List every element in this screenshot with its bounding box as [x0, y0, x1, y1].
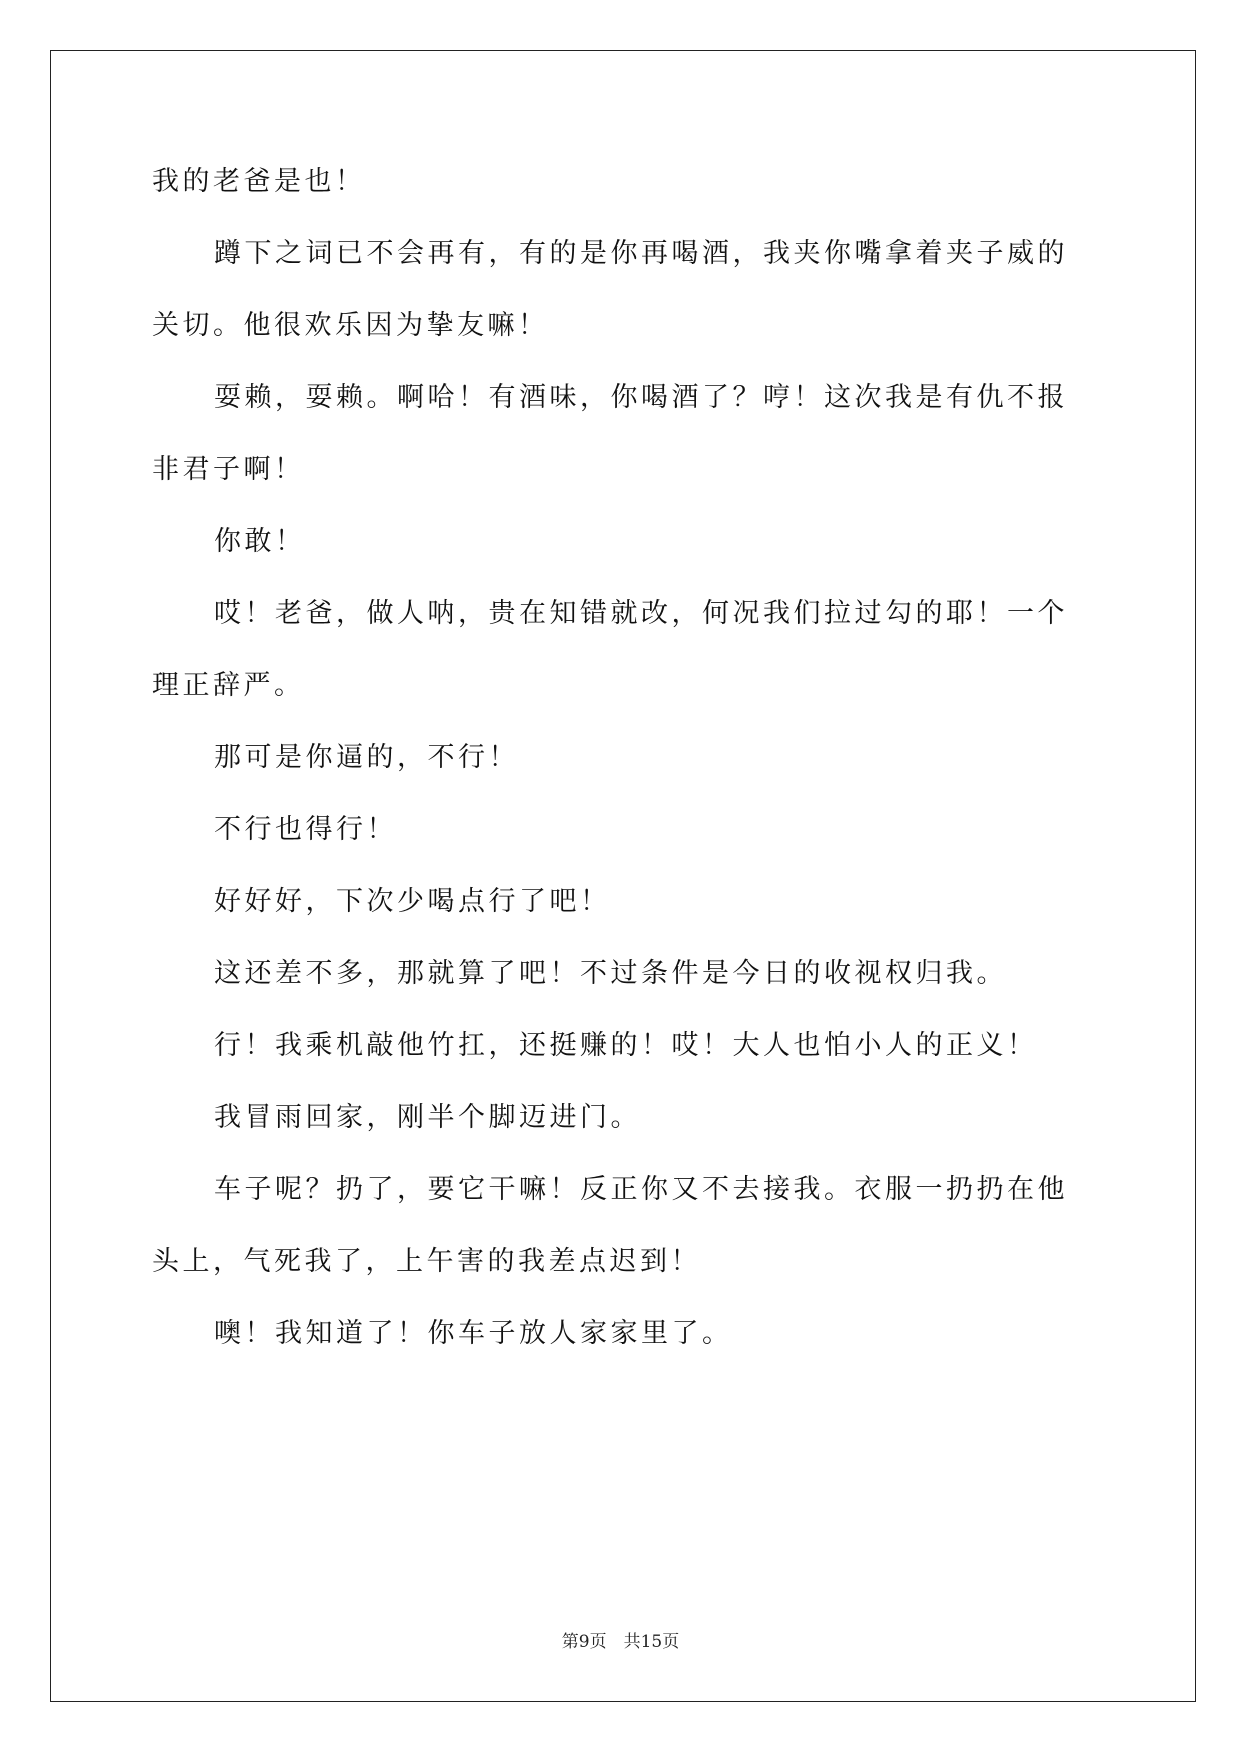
paragraph-line: 不行也得行！: [214, 814, 397, 845]
paragraph-line: 车子呢？扔了，要它干嘛！反正你又不去接我。衣服一扔扔在他: [214, 1174, 1068, 1205]
text-line: 我的老爸是也！: [152, 166, 366, 197]
paragraph-line: 耍赖，耍赖。啊哈！有酒味，你喝酒了？哼！这次我是有仇不报: [214, 382, 1068, 413]
text-line: 关切。他很欢乐因为挚友嘛！: [152, 310, 549, 341]
text-line: 非君子啊！: [152, 454, 305, 485]
paragraph-line: 那可是你逼的，不行！: [214, 742, 519, 773]
paragraph-line: 我冒雨回家，刚半个脚迈进门。: [214, 1102, 641, 1133]
paragraph-line: 这还差不多，那就算了吧！不过条件是今日的收视权归我。: [214, 958, 1007, 989]
page-number-footer: 第9页 共15页: [561, 1632, 680, 1652]
paragraph-line: 蹲下之词已不会再有，有的是你再喝酒，我夹你嘴拿着夹子威的: [214, 238, 1068, 269]
paragraph-line: 行！我乘机敲他竹扛，还挺赚的！哎！大人也怕小人的正义！: [214, 1030, 1038, 1061]
text-line: 理正辞严。: [152, 670, 305, 701]
paragraph-line: 噢！我知道了！你车子放人家家里了。: [214, 1318, 733, 1349]
paragraph-line: 哎！老爸，做人呐，贵在知错就改，何况我们拉过勾的耶！一个: [214, 598, 1068, 629]
text-line: 头上，气死我了，上午害的我差点迟到！: [152, 1246, 701, 1277]
paragraph-line: 你敢！: [214, 526, 306, 557]
page-border: [50, 50, 1196, 1702]
paragraph-line: 好好好，下次少喝点行了吧！: [214, 886, 611, 917]
